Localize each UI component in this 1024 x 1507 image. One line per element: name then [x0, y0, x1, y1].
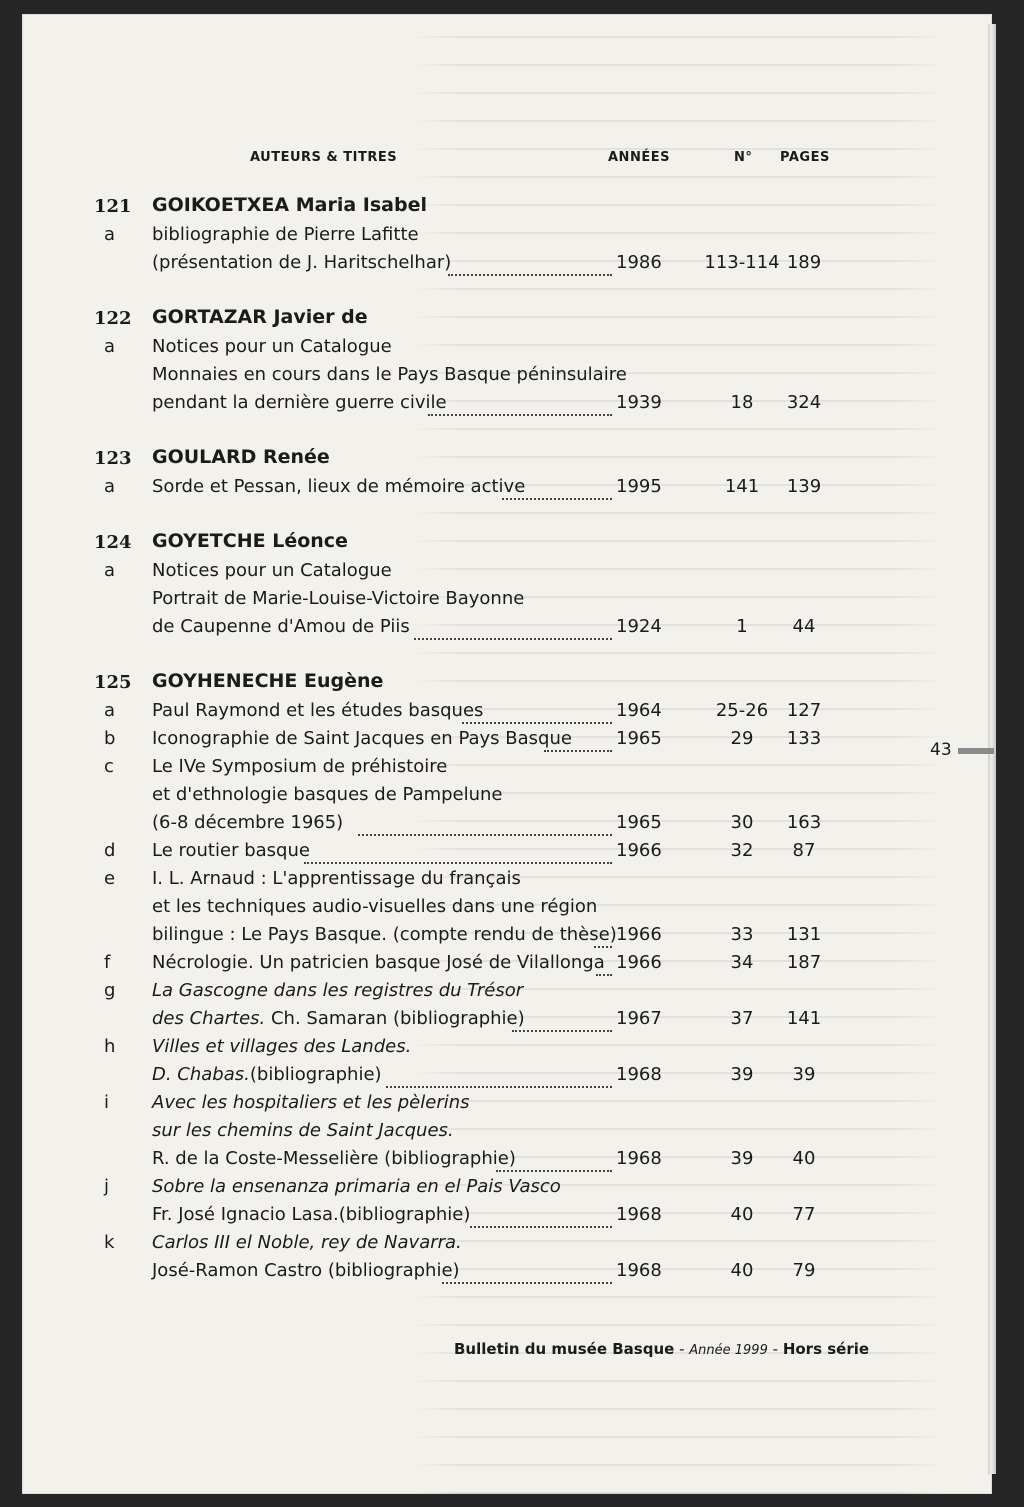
line-pages: 163 [786, 812, 822, 833]
line-title: Iconographie de Saint Jacques en Pays Basque [152, 728, 572, 749]
line-title: La Gascogne dans les registres du Trésor [152, 980, 524, 1001]
entry-author: GOIKOETXEA Maria Isabel [152, 194, 427, 216]
entry-line [0, 476, 1024, 504]
entry-line [0, 1120, 1024, 1148]
line-title: Notices pour un Catalogue [152, 560, 392, 581]
line-pages: 324 [786, 392, 822, 413]
line-number: 40 [730, 1260, 754, 1281]
dot-leader [428, 392, 612, 416]
dot-leader [594, 924, 612, 948]
footer-bulletin: Bulletin du musée Basque [454, 1340, 675, 1358]
line-year: 1966 [616, 952, 662, 973]
dot-leader [358, 812, 612, 836]
line-pages: 40 [792, 1148, 816, 1169]
page-tab-marker [958, 748, 994, 754]
entry-author: GORTAZAR Javier de [152, 306, 368, 328]
line-pages: 127 [786, 700, 822, 721]
line-number: 141 [724, 476, 760, 497]
line-year: 1966 [616, 840, 662, 861]
line-title: sur les chemins de Saint Jacques. [152, 1120, 454, 1141]
line-title: Sobre la ensenanza primaria en el Pais Vasco [152, 1176, 561, 1197]
line-year: 1965 [616, 728, 662, 749]
line-pages: 187 [786, 952, 822, 973]
line-year: 1924 [616, 616, 662, 637]
line-number: 34 [730, 952, 754, 973]
dot-leader [470, 1204, 612, 1228]
line-pages: 87 [792, 840, 816, 861]
line-number: 39 [730, 1148, 754, 1169]
line-year: 1968 [616, 1260, 662, 1281]
entry-line [0, 756, 1024, 784]
line-title: Notices pour un Catalogue [152, 336, 392, 357]
line-pages: 141 [786, 1008, 822, 1029]
line-title: Paul Raymond et les études basques [152, 700, 484, 721]
dot-leader [304, 840, 612, 864]
entry-line [0, 1064, 1024, 1092]
line-title: Le routier basque [152, 840, 310, 861]
line-letter: d [104, 840, 116, 861]
line-title: Fr. José Ignacio Lasa.(bibliographie) [152, 1204, 471, 1225]
line-title: José-Ramon Castro (bibliographie) [152, 1260, 460, 1281]
line-title: Portrait de Marie-Louise-Victoire Bayonne [152, 588, 525, 609]
header-no: N° [734, 150, 753, 165]
entry-line [0, 1204, 1024, 1232]
entry-line [0, 812, 1024, 840]
line-pages: 139 [786, 476, 822, 497]
entry-heading [0, 308, 1024, 336]
entry-line [0, 924, 1024, 952]
line-title: Sorde et Pessan, lieux de mémoire active [152, 476, 526, 497]
footer-sep: - [674, 1340, 690, 1358]
dot-leader [448, 252, 612, 276]
footer-sep: - [767, 1340, 783, 1358]
entry-heading [0, 532, 1024, 560]
dot-leader [386, 1064, 612, 1088]
page-tab-number: 43 [930, 740, 952, 760]
entry-number: 121 [94, 196, 132, 217]
line-number: 113-114 [704, 252, 780, 273]
line-pages: 39 [792, 1064, 816, 1085]
line-title: bibliographie de Pierre Lafitte [152, 224, 419, 245]
line-title: D. Chabas.(bibliographie) [152, 1064, 382, 1085]
entry-line [0, 336, 1024, 364]
line-pages: 131 [786, 924, 822, 945]
entry-author: GOULARD Renée [152, 446, 330, 468]
line-letter: b [104, 728, 116, 749]
line-pages: 79 [792, 1260, 816, 1281]
line-letter: h [104, 1036, 116, 1057]
header-authors: AUTEURS & TITRES [250, 150, 398, 165]
entry-line [0, 896, 1024, 924]
line-title: Monnaies en cours dans le Pays Basque péninsulaire [152, 364, 627, 385]
entry-number: 124 [94, 532, 132, 553]
entry-line [0, 1148, 1024, 1176]
dot-leader [462, 700, 612, 724]
line-title: I. L. Arnaud : L'apprentissage du français [152, 868, 521, 889]
entry-author: GOYHENECHE Eugène [152, 670, 384, 692]
line-title: et d'ethnologie basques de Pampelune [152, 784, 503, 805]
line-title: Le IVe Symposium de préhistoire [152, 756, 448, 777]
dot-leader [502, 476, 612, 500]
header-years: ANNÉES [608, 150, 670, 165]
line-year: 1966 [616, 924, 662, 945]
line-letter: e [104, 868, 116, 889]
line-title: des Chartes. Ch. Samaran (bibliographie) [152, 1008, 525, 1029]
line-letter: a [104, 224, 116, 245]
entry-line [0, 1232, 1024, 1260]
line-letter: a [104, 476, 116, 497]
entry-line [0, 560, 1024, 588]
footer-year: Année 1999 [689, 1343, 768, 1358]
entry-line [0, 1260, 1024, 1288]
line-title: Villes et villages des Landes. [152, 1036, 412, 1057]
line-letter: a [104, 700, 116, 721]
entry-line [0, 364, 1024, 392]
entry-line [0, 728, 1024, 756]
line-year: 1968 [616, 1148, 662, 1169]
line-number: 18 [730, 392, 754, 413]
footer-series: Hors série [782, 1340, 870, 1358]
line-number: 39 [730, 1064, 754, 1085]
line-title: bilingue : Le Pays Basque. (compte rendu de thèse) [152, 924, 617, 945]
entry-heading [0, 672, 1024, 700]
entry-number: 125 [94, 672, 132, 693]
line-title: Nécrologie. Un patricien basque José de Vilallonga [152, 952, 605, 973]
line-title: Avec les hospitaliers et les pèlerins [152, 1092, 470, 1113]
entry-author: GOYETCHE Léonce [152, 530, 348, 552]
line-number: 40 [730, 1204, 754, 1225]
line-number: 25-26 [715, 700, 769, 721]
line-year: 1964 [616, 700, 662, 721]
line-letter: a [104, 560, 116, 581]
line-pages: 189 [786, 252, 822, 273]
line-number: 33 [730, 924, 754, 945]
entry-line [0, 840, 1024, 868]
line-year: 1986 [616, 252, 662, 273]
entry-line [0, 252, 1024, 280]
dot-leader [596, 952, 612, 976]
line-pages: 44 [792, 616, 816, 637]
line-year: 1965 [616, 812, 662, 833]
line-year: 1939 [616, 392, 662, 413]
entry-number: 123 [94, 448, 132, 469]
line-title: et les techniques audio-visuelles dans une région [152, 896, 598, 917]
line-year: 1967 [616, 1008, 662, 1029]
line-year: 1995 [616, 476, 662, 497]
entry-line [0, 952, 1024, 980]
dot-leader [512, 1008, 612, 1032]
line-number: 32 [730, 840, 754, 861]
entry-line [0, 392, 1024, 420]
line-letter: a [104, 336, 116, 357]
line-letter: j [104, 1176, 110, 1197]
line-number: 37 [730, 1008, 754, 1029]
line-title: de Caupenne d'Amou de Piis [152, 616, 410, 637]
entry-line [0, 1008, 1024, 1036]
line-title: R. de la Coste-Messelière (bibliographie) [152, 1148, 516, 1169]
line-title: (présentation de J. Haritschelhar) [152, 252, 452, 273]
line-title: (6-8 décembre 1965) [152, 812, 344, 833]
entry-line [0, 224, 1024, 252]
line-year: 1968 [616, 1204, 662, 1225]
dot-leader [496, 1148, 612, 1172]
entry-line [0, 1176, 1024, 1204]
line-year: 1968 [616, 1064, 662, 1085]
line-title: pendant la dernière guerre civile [152, 392, 447, 413]
line-pages: 133 [786, 728, 822, 749]
entry-line [0, 588, 1024, 616]
entry-heading [0, 196, 1024, 224]
entry-line [0, 784, 1024, 812]
dot-leader [544, 728, 612, 752]
line-pages: 77 [792, 1204, 816, 1225]
entry-line [0, 616, 1024, 644]
entry-heading [0, 448, 1024, 476]
line-number: 29 [730, 728, 754, 749]
page-footer [454, 1340, 869, 1358]
line-letter: k [104, 1232, 115, 1253]
line-number: 30 [730, 812, 754, 833]
entry-number: 122 [94, 308, 132, 329]
line-title-italic: D. Chabas. [152, 1064, 250, 1085]
line-title: Carlos III el Noble, rey de Navarra. [152, 1232, 462, 1253]
entry-line [0, 980, 1024, 1008]
entry-line [0, 868, 1024, 896]
line-number: 1 [736, 616, 748, 637]
dot-leader [442, 1260, 612, 1284]
dot-leader [414, 616, 612, 640]
entry-line [0, 1092, 1024, 1120]
header-pages: PAGES [780, 150, 830, 165]
line-letter: g [104, 980, 116, 1001]
line-letter: c [104, 756, 114, 777]
line-letter: i [104, 1092, 110, 1113]
entry-line [0, 700, 1024, 728]
line-title-italic: des Chartes. [152, 1008, 266, 1029]
line-letter: f [104, 952, 111, 973]
entry-line [0, 1036, 1024, 1064]
